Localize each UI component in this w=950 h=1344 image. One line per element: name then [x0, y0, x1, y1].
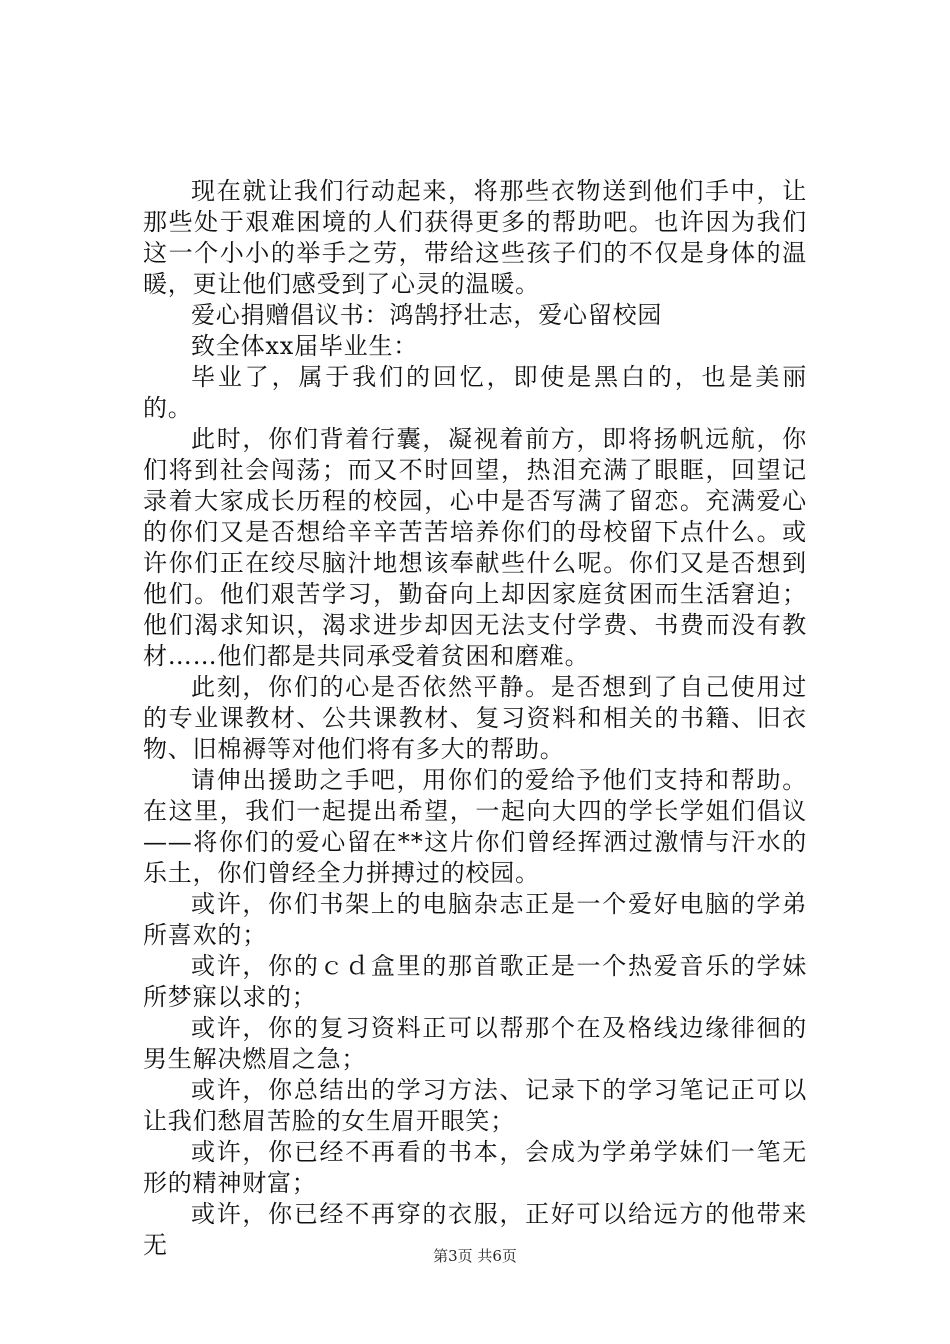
paragraph: 或许，你总结出的学习方法、记录下的学习笔记正可以让我们愁眉苦脸的女生眉开眼笑；: [143, 1076, 807, 1135]
paragraph: 或许，你们书架上的电脑杂志正是一个爱好电脑的学弟所喜欢的；: [143, 890, 807, 949]
paragraph: 或许，你的复习资料正可以帮那个在及格线边缘徘徊的男生解决燃眉之急；: [143, 1014, 807, 1073]
paragraph-salutation: 致全体xx届毕业生：: [191, 332, 419, 360]
paragraph: 此时，你们背着行囊，凝视着前方，即将扬帆远航，你们将到社会闯荡；而又不时回望，热泪充满了眼眶，回望记录着大家成长历程的校园，心中是否写满了留恋。充满爱心的你们又是否想给辛辛苦苦培养你们的母校留下点什么。或许你们正在绞尽脑汁地想该奉献些什么呢。你们又是否想到他们。他们艰苦学习，勤奋向上却因家庭贫困而生活窘迫；他们渴求知识，渴求进步却因无法支付学费、书费而没有教材……他们都是共同承受着贫困和磨难。: [143, 425, 807, 670]
document-body: [143, 176, 807, 1261]
paragraph: 毕业了，属于我们的回忆，即使是黑白的，也是美丽的。: [143, 363, 807, 422]
paragraph: 或许，你已经不再看的书本，会成为学弟学妹们一笔无形的精神财富；: [143, 1138, 807, 1197]
paragraph: 或许，你已经不再穿的衣服，正好可以给远方的他带来无: [143, 1200, 807, 1259]
paragraph: 请伸出援助之手吧，用你们的爱给予他们支持和帮助。在这里，我们一起提出希望，一起向大四的学长学姐们倡议——将你们的爱心留在**这片你们曾经挥洒过激情与汗水的乐土，你们曾经全力拼搏过的校园。: [143, 766, 807, 887]
paragraph-title: 爱心捐赠倡议书：鸿鹄抒壮志，爱心留校园: [191, 301, 663, 329]
paragraph: 此刻，你们的心是否依然平静。是否想到了自己使用过的专业课教材、公共课教材、复习资料和相关的书籍、旧衣物、旧棉褥等对他们将有多大的帮助。: [143, 673, 807, 763]
paragraph: 现在就让我们行动起来，将那些衣物送到他们手中，让那些处于艰难困境的人们获得更多的帮助吧。也许因为我们这一个小小的举手之劳，带给这些孩子们的不仅是身体的温暖，更让他们感受到了心灵的温暖。: [143, 177, 807, 298]
page-number-footer: 第3页 共6页: [433, 1247, 517, 1265]
paragraph: 或许，你的ｃｄ盒里的那首歌正是一个热爱音乐的学妹所梦寐以求的；: [143, 952, 807, 1011]
